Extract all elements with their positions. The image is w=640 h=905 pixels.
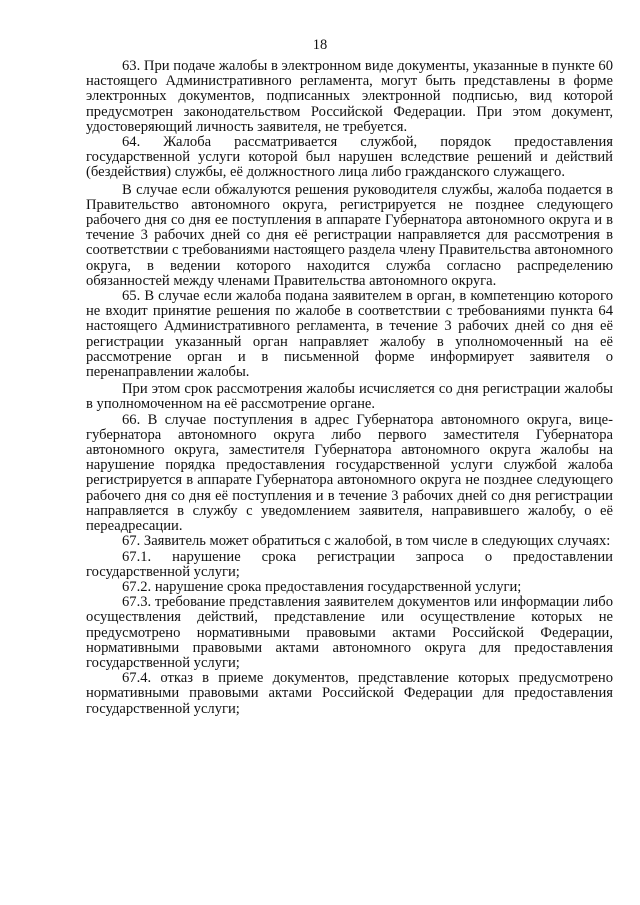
page-number: 18 [312, 37, 328, 53]
paragraph-67-4: 67.4. отказ в приеме документов, представление которых предусмотрено нормативными правовыми актами Российской Федерации для предоставления государственной услуги; [86, 670, 613, 717]
paragraph-65: 65. В случае если жалоба подана заявителем в орган, в компетенцию которого не входит принятие решения по жалобе в соответствии с требованиями пункта 64 настоящего Административного регламента, в течение 3 рабочих дней со дня её регистрации указанный орган направляет жалобу в уполномоченный на её рассмотрение орган и в письменной форме информирует заявителя о перенаправлении жалобы. [86, 288, 613, 381]
paragraph-63: 63. При подаче жалобы в электронном виде документы, указанные в пункте 60 настоящего Административного регламента, могут быть представлены в форме электронных документов, подписанных электронной подписью, вид которой предусмотрен законодательством Российской Федерации. При этом документ, удостоверяющий личность заявителя, не требуется. [86, 58, 613, 135]
paragraph-67-1: 67.1. нарушение срока регистрации запроса о предоставлении государственной услуги; [86, 548, 613, 580]
paragraph-66: 66. В случае поступления в адрес Губернатора автономного округа, вице-губернатора автономного округа либо первого заместителя Губернатора автономного округа, заместителя Губернатора автономного округа жалобы на нарушение порядка предоставления государственной услуги службой жалоба регистрируется в аппарате Губернатора автономного округа не позднее следующего рабочего дня со дня её поступления и в течение 3 рабочих дней со дня регистрации направляется в службу с уведомлением заявителя, направившего жалобу, о её переадресации. [86, 411, 613, 535]
paragraph-67: 67. Заявитель может обратиться с жалобой, в том числе в следующих случаях: [122, 533, 611, 550]
paragraph-65-term: При этом срок рассмотрения жалобы исчисляется со дня регистрации жалобы в уполномоченном на её рассмотрение органе. [86, 381, 613, 413]
paragraph-67-2: 67.2. нарушение срока предоставления государственной услуги; [122, 578, 522, 595]
paragraph-67-3: 67.3. требование представления заявителем документов или информации либо осуществления действий, представление или осуществление которых не предусмотрено нормативными правовыми актами Российской Федерации, нормативными правовыми актами автономного округа для предоставления государственной услуги; [86, 594, 613, 671]
paragraph-64-appeal: В случае если обжалуются решения руководителя службы, жалоба подается в Правительство автономного округа, регистрируется не позднее следующего рабочего дня со дня ее поступления в аппарате Губернатора автономного округа и в течение 3 рабочих дней со дня её регистрации направляется для рассмотрения в соответствии с требованиями настоящего раздела члену Правительства автономного округа, в ведении которого находится служба согласно распределению обязанностей между членами Правительства автономного округа. [86, 181, 613, 289]
body-text [86, 59, 613, 717]
paragraph-64: 64. Жалоба рассматривается службой, порядок предоставления государственной услуги которой был нарушен вследствие решений и действий (бездействия) службы, её должностного лица либо гражданского служащего. [86, 134, 613, 181]
